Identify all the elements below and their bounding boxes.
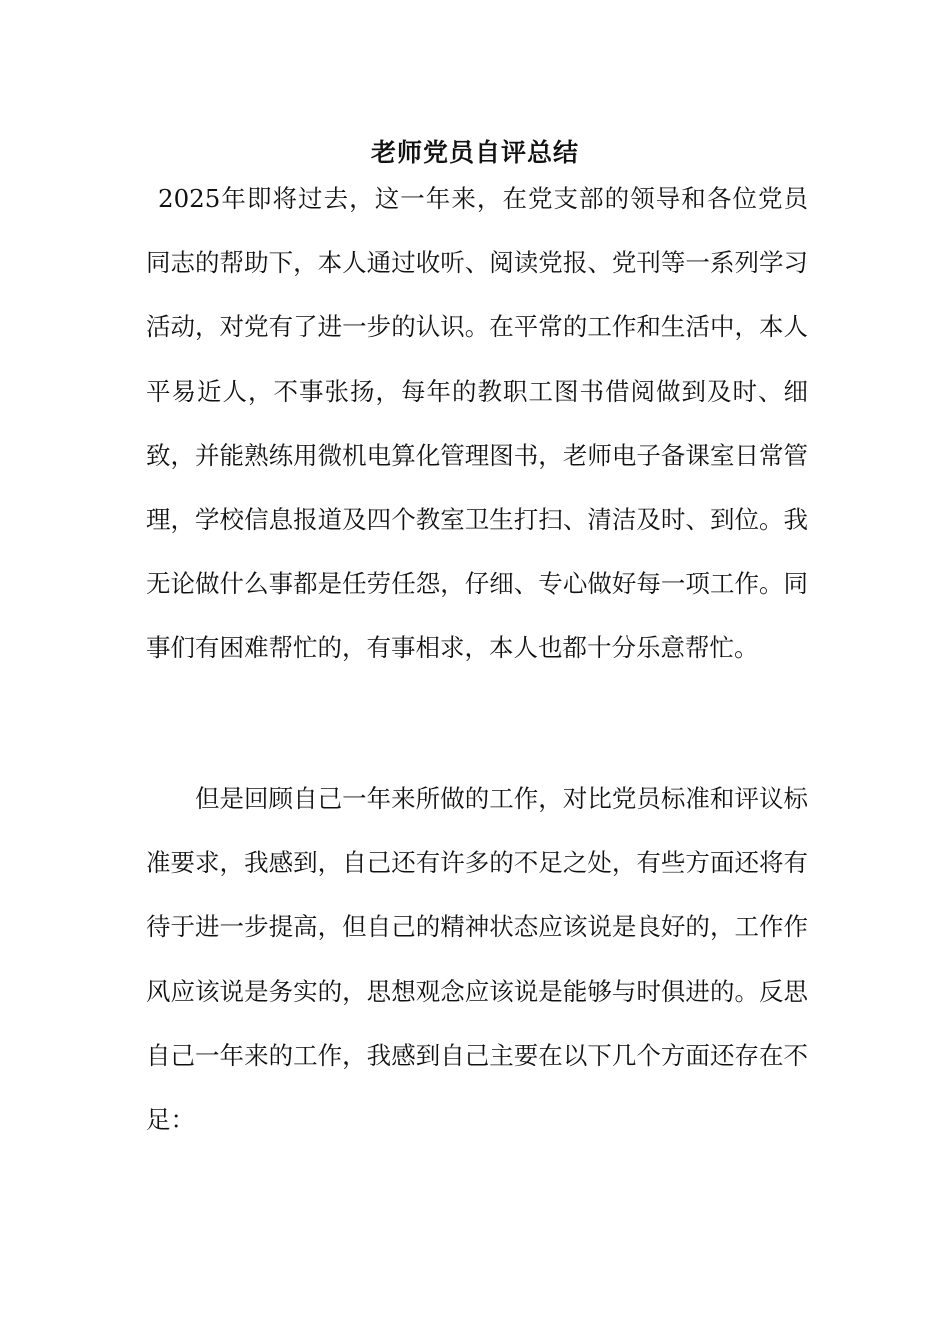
- document-title: 老师党员自评总结: [370, 138, 579, 167]
- paragraph-1: 2025年即将过去，这一年来，在党支部的领导和各位党员同志的帮助下，本人通过收听、阅读党报、党刊等一系列学习活动，对党有了进一步的认识。在平常的工作和生活中，本人平易近人，不事张扬，每年的教职工图书借阅做到及时、细致，并能熟练用微机电算化管理图书，老师电子备课室日常管理，学校信息报道及四个教室卫生打扫、清洁及时、到位。我无论做什么事都是任劳任怨，仔细、专心做好每一项工作。同事们有困难帮忙的，有事相求，本人也都十分乐意帮忙。: [146, 184, 808, 663]
- paragraph-2: 但是回顾自己一年来所做的工作，对比党员标准和评议标准要求，我感到，自己还有许多的不足之处，有些方面还将有待于进一步提高，但自己的精神状态应该说是良好的，工作作风应该说是务实的，思想观念应该说是能够与时俱进的。反思自己一年来的工作，我感到自己主要在以下几个方面还存在不足：: [146, 784, 808, 1135]
